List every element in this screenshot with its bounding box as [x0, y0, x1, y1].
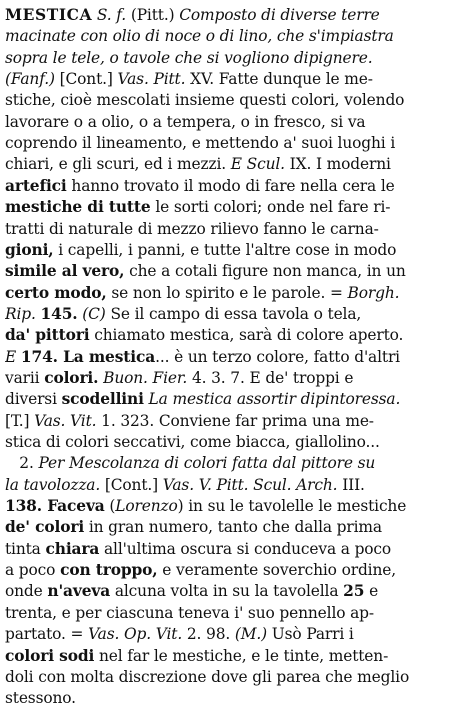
text-run: a poco: [5, 561, 61, 580]
text-run: nel far le mestiche, e le tinte, metten-: [94, 646, 389, 665]
text-run: Vas. Vit.: [34, 411, 97, 430]
text-run: hanno trovato il modo di fare nella cera le: [66, 176, 395, 195]
text-run: chiara: [45, 538, 100, 558]
text-run: 4. 3. 7. E de' troppi e: [187, 368, 354, 387]
text-run: stiche, cioè mescolati insieme questi colori, volendo: [5, 91, 405, 110]
text-run: simile al vero,: [5, 261, 125, 281]
text-run: Vas. V. Pitt. Scul. Arch.: [162, 475, 338, 494]
text-run: 174. La mestica: [20, 346, 156, 366]
text-run: coprendo il lineamento, e mettendo a' suoi luoghi i: [5, 134, 396, 153]
text-run: 2. 98.: [182, 625, 235, 644]
dictionary-entry: [5, 3, 465, 706]
text-run: tinta: [5, 539, 46, 558]
text-run: diversi: [5, 390, 62, 409]
text-run: chiari, e gli scuri, ed i mezzi.: [5, 155, 231, 174]
text-run: XV. Fatte dunque le me-: [185, 70, 373, 89]
text-run: se non lo spirito e le parole. =: [106, 283, 348, 302]
text-run: stessono.: [5, 689, 76, 708]
text-run: certo modo,: [5, 282, 107, 302]
text-run: ) in su le tavolelle le mestiche: [177, 497, 407, 516]
text-run: le sorti colori; onde nel fare ri-: [150, 198, 391, 217]
text-run: [Cont.]: [100, 475, 163, 494]
text-run: da' pittori: [5, 325, 90, 345]
text-run: alcuna volta in su la tavolella: [110, 582, 344, 601]
text-run: macinate con olio di noce o di lino, che s'impiastra: [5, 27, 394, 46]
text-run: trenta, e per ciascuna teneva i' suo pennello ap-: [5, 603, 374, 622]
text-run: partato. =: [5, 625, 89, 644]
text-run: S. f.: [96, 6, 127, 24]
text-run: e: [364, 582, 379, 601]
text-run: e veramente soverchio ordine,: [157, 561, 396, 580]
text-run: all'ultima oscura si conduceva a poco: [99, 539, 392, 558]
text-run: 1. 323. Conviene far prima una me-: [96, 411, 374, 430]
text-run: la tavolozza.: [5, 475, 101, 494]
text-run: chiamato mestica, sarà di colore aperto.: [89, 326, 404, 345]
text-run: con troppo,: [60, 560, 158, 580]
text-run: Composto di diverse terre: [179, 6, 380, 24]
text-run: (C): [82, 304, 106, 323]
text-run: onde: [5, 582, 48, 601]
text-run: (Fanf.): [5, 70, 55, 89]
text-run: 2.: [5, 454, 39, 473]
text-run: scodellini: [61, 389, 144, 409]
text-run: Usò Parri i: [267, 625, 354, 644]
text-run: Borgh.: [347, 283, 400, 302]
text-run: artefici: [5, 175, 67, 195]
headword: MESTICA: [5, 5, 93, 24]
text-run: Rip.: [5, 304, 36, 323]
text-run: lavorare o a olio, o a tempera, o in fresco, si va: [5, 112, 366, 131]
text-run: Vas. Pitt.: [117, 70, 186, 89]
text-run: in gran numero, tanto che dalla prima: [84, 518, 382, 537]
text-run: 25: [343, 581, 365, 601]
text-run: ... è un terzo colore, fatto d'altri: [155, 347, 400, 366]
text-run: 138. Faceva: [5, 496, 105, 516]
text-run: che a cotali figure non manca, in un: [124, 262, 406, 281]
text-run: Lorenzo: [115, 497, 178, 516]
text-run: 145.: [40, 303, 78, 323]
text-run: (Pitt.): [126, 6, 180, 24]
text-run: III.: [337, 475, 365, 494]
text-run: Se il campo di essa tavola o tela,: [105, 304, 362, 323]
entry-line: [5, 686, 463, 710]
text-run: IX. I moderni: [284, 155, 391, 174]
text-run: La mestica assortir dipintoressa.: [148, 390, 401, 409]
text-run: n'aveva: [47, 581, 111, 601]
text-run: stica di colori seccativi, come biacca, giallolino...: [5, 433, 380, 451]
text-run: Per Mescolanza di colori fatta dal pittore su: [38, 454, 376, 473]
text-run: [T.]: [5, 411, 35, 430]
text-run: i capelli, i panni, e tutte l'altre cose in modo: [53, 240, 397, 259]
text-run: de' colori: [5, 517, 85, 537]
text-run: (M.): [234, 625, 268, 644]
text-run: E Scul.: [230, 155, 285, 174]
text-run: colori sodi: [5, 645, 95, 665]
text-run: Buon. Fier.: [103, 368, 188, 387]
text-run: gioni,: [5, 239, 54, 259]
text-run: (: [104, 497, 116, 516]
text-run: sopra le tele, o tavole che si vogliono dipignere.: [5, 48, 373, 67]
text-run: mestiche di tutte: [5, 197, 151, 217]
text-run: varii: [5, 368, 45, 387]
text-run: [Cont.]: [54, 70, 118, 89]
text-run: colori.: [44, 367, 99, 387]
text-run: E: [5, 347, 17, 366]
text-run: doli con molta discrezione dove gli parea che meglio: [5, 667, 410, 686]
text-run: tratti di naturale di mezzo rilievo fanno le carna-: [5, 219, 379, 238]
text-run: Vas. Op. Vit.: [88, 625, 183, 644]
